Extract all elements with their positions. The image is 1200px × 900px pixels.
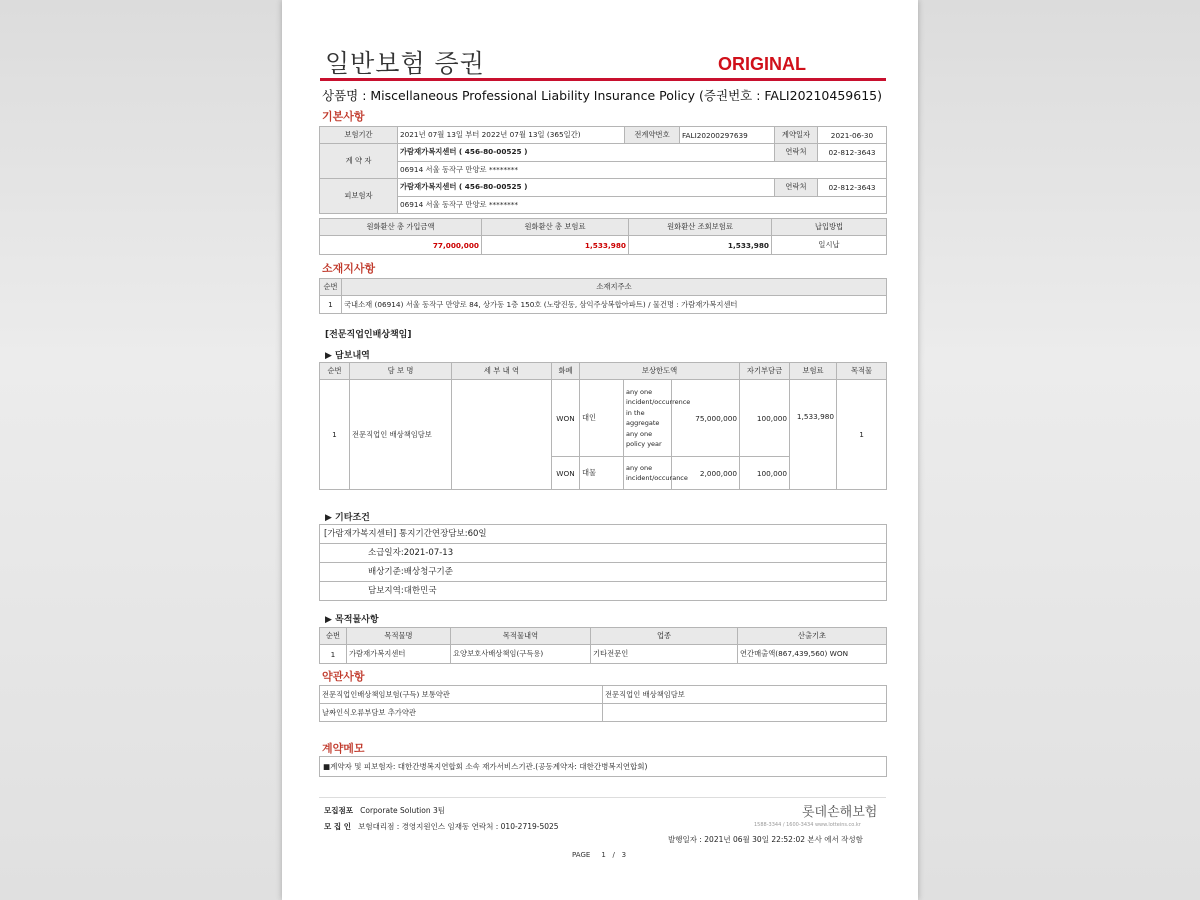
product-line: 상품명 : Miscellaneous Professional Liability Insurance Policy (증권번호 : FALI20210459615) [322,88,882,103]
table-row [320,296,887,314]
basic-info-table [319,126,887,214]
table-row [320,686,887,704]
other-condition-line: 담보지역:대한민국 [368,586,437,596]
table-row [320,219,887,236]
other-conditions-box [319,524,887,601]
coverage-row1-description: any one incident/occurrence in the aggregate any one policy year [624,380,672,457]
company-logo: 롯데손해보험 [802,805,878,820]
footer-divider [319,797,886,798]
terms-section-heading: 약관사항 [322,670,365,683]
table-row [320,704,887,722]
agent-line [324,821,559,832]
insured-address: 06914 서울 동작구 만양로 ******** [398,196,887,214]
terms-table [319,685,887,722]
coverage-subtitle: ▶ 담보내역 [325,351,370,361]
coverage-limit-header: 보상한도액 [580,363,740,380]
contractor-phone: 02-812-3643 [818,144,887,162]
branch-line [324,805,445,816]
table-row [320,179,887,197]
objects-name-header: 목적물명 [347,628,451,645]
table-row [320,628,887,645]
coverage-detail [452,380,552,490]
location-table [319,278,887,314]
objects-name: 가람재가복지센터 [347,645,451,664]
coverage-row2-currency: WON [552,457,580,490]
objects-subtitle: ▶ 목적물사항 [325,615,379,625]
payment-method-value: 일시납 [772,236,887,255]
basic-section-heading: 기본사항 [322,110,365,123]
insured-phone: 02-812-3643 [818,179,887,197]
terms-item: 전문직업인 배상책임담보 [603,686,887,704]
objects-no: 1 [320,645,347,664]
objects-detail: 요양보호사배상책임(구득용) [451,645,591,664]
table-row [320,645,887,664]
location-no: 1 [320,296,342,314]
period-value: 2021년 07월 13일 부터 2022년 07월 13일 (365일간) [398,127,625,144]
agent-label: 모 집 인 [324,822,351,831]
table-row [320,236,887,255]
contract-date-value: 2021-06-30 [818,127,887,144]
total-premium-value: 1,533,980 [482,236,629,255]
table-row [320,363,887,380]
period-label: 보험기간 [320,127,398,144]
coverage-name-header: 담 보 명 [350,363,452,380]
adjusted-premium-value: 1,533,980 [629,236,772,255]
table-row [320,144,887,162]
coverage-row2-deductible: 100,000 [740,457,790,490]
title-divider [320,78,886,81]
location-address-header: 소재지주소 [342,279,887,296]
coverage-currency-header: 화폐 [552,363,580,380]
contractor-label: 계 약 자 [320,144,398,179]
coverage-detail-header: 세 부 내 역 [452,363,552,380]
contractor-name: 가람재가복지센터 ( 456-80-00525 ) [398,144,775,162]
branch-value: Corporate Solution 3팀 [360,806,445,815]
total-sum-value: 77,000,000 [320,236,482,255]
coverage-row2-type: 대물 [580,457,624,490]
coverage-row1-limit: 75,000,000 [672,380,740,457]
total-premium-header: 원화환산 총 보험료 [482,219,629,236]
memo-text: ■계약자 및 피보험자: 대한간병복지연합회 소속 재가서비스기관.(공동계약자: 대한간병복지연합회) [323,762,648,771]
payment-method-header: 납입방법 [772,219,887,236]
location-section-heading: 소재지사항 [322,262,376,275]
policy-document-page [282,0,918,900]
coverage-row1-currency: WON [552,380,580,457]
coverage-deductible-header: 자기부담금 [740,363,790,380]
terms-item: 전문직업인배상책임보험(구득) 보통약관 [320,686,603,704]
terms-item-empty [603,704,887,722]
original-stamp: ORIGINAL [718,54,806,74]
other-condition-line: 배상기준:배상청구기준 [320,563,886,582]
table-row [320,196,887,214]
objects-basis-header: 산출기초 [738,628,887,645]
objects-no-header: 순번 [320,628,347,645]
table-row [320,380,887,457]
branch-label: 모집점포 [324,806,353,815]
contractor-contact-label: 연락처 [775,144,818,162]
insured-contact-label: 연락처 [775,179,818,197]
coverage-row1-type: 대인 [580,380,624,457]
coverage-table [319,362,887,490]
coverage-row2-limit: 2,000,000 [672,457,740,490]
coverage-no: 1 [320,380,350,490]
contractor-address: 06914 서울 동작구 만양로 ******** [398,161,887,179]
contract-date-label: 계약일자 [775,127,818,144]
background-left [0,0,282,900]
coverage-objects-header: 목적물 [837,363,887,380]
coverage-group-title: [전문직업인배상책임] [325,330,412,340]
objects-industry-header: 업종 [591,628,738,645]
other-condition-line: [가람재가복지센터] 통지기간연장담보:60일 [320,525,886,544]
objects-basis: 연간매출액(867,439,560) WON [738,645,887,664]
prev-contract-label: 전계약번호 [625,127,680,144]
adjusted-premium-header: 원화환산 조회보험료 [629,219,772,236]
coverage-name: 전문직업인 배상책임담보 [350,380,452,490]
other-condition-line: 소급일자:2021-07-13 [320,544,886,563]
coverage-premium-header: 보험료 [790,363,837,380]
table-row [320,161,887,179]
insured-label: 피보험자 [320,179,398,214]
memo-section-heading: 계약메모 [322,742,365,755]
agent-value: 보험대리점 : 경영지원인스 임재동 연락처 : 010-2719-5025 [358,822,559,831]
location-address: 국내소재 (06914) 서울 동작구 만양로 84, 상가동 1층 150호 (노량진동, 삼익주상복합아파트) / 물건명 : 가람재가복지센터 [342,296,887,314]
objects-detail-header: 목적물내역 [451,628,591,645]
coverage-objects: 1 [837,380,887,490]
memo-box [319,756,887,777]
background-right [918,0,1200,900]
location-no-header: 순번 [320,279,342,296]
table-row [320,279,887,296]
page-number: PAGE 1 / 3 [572,851,627,859]
total-sum-header: 원화환산 총 가입금액 [320,219,482,236]
coverage-premium: 1,533,980 [790,380,837,490]
document-title: 일반보험 증권 [325,49,485,78]
terms-item: 날짜인식오류부담보 추가약관 [320,704,603,722]
table-row [320,127,887,144]
objects-industry: 기타전문인 [591,645,738,664]
issue-date: 발행일자 : 2021년 06월 30일 22:52:02 본사 에서 작성함 [668,835,863,844]
coverage-row2-description: any one incident/occurance [624,457,672,490]
other-conditions-subtitle: ▶ 기타조건 [325,513,370,523]
insured-name: 가람재가복지센터 ( 456-80-00525 ) [398,179,775,197]
coverage-row1-deductible: 100,000 [740,380,790,457]
prev-contract-value: FALI20200297639 [680,127,775,144]
premium-summary-table [319,218,887,255]
company-contact: 1588-3344 / 1600-3434 www.lotteins.co.kr [754,822,861,828]
coverage-no-header: 순번 [320,363,350,380]
objects-table [319,627,887,664]
